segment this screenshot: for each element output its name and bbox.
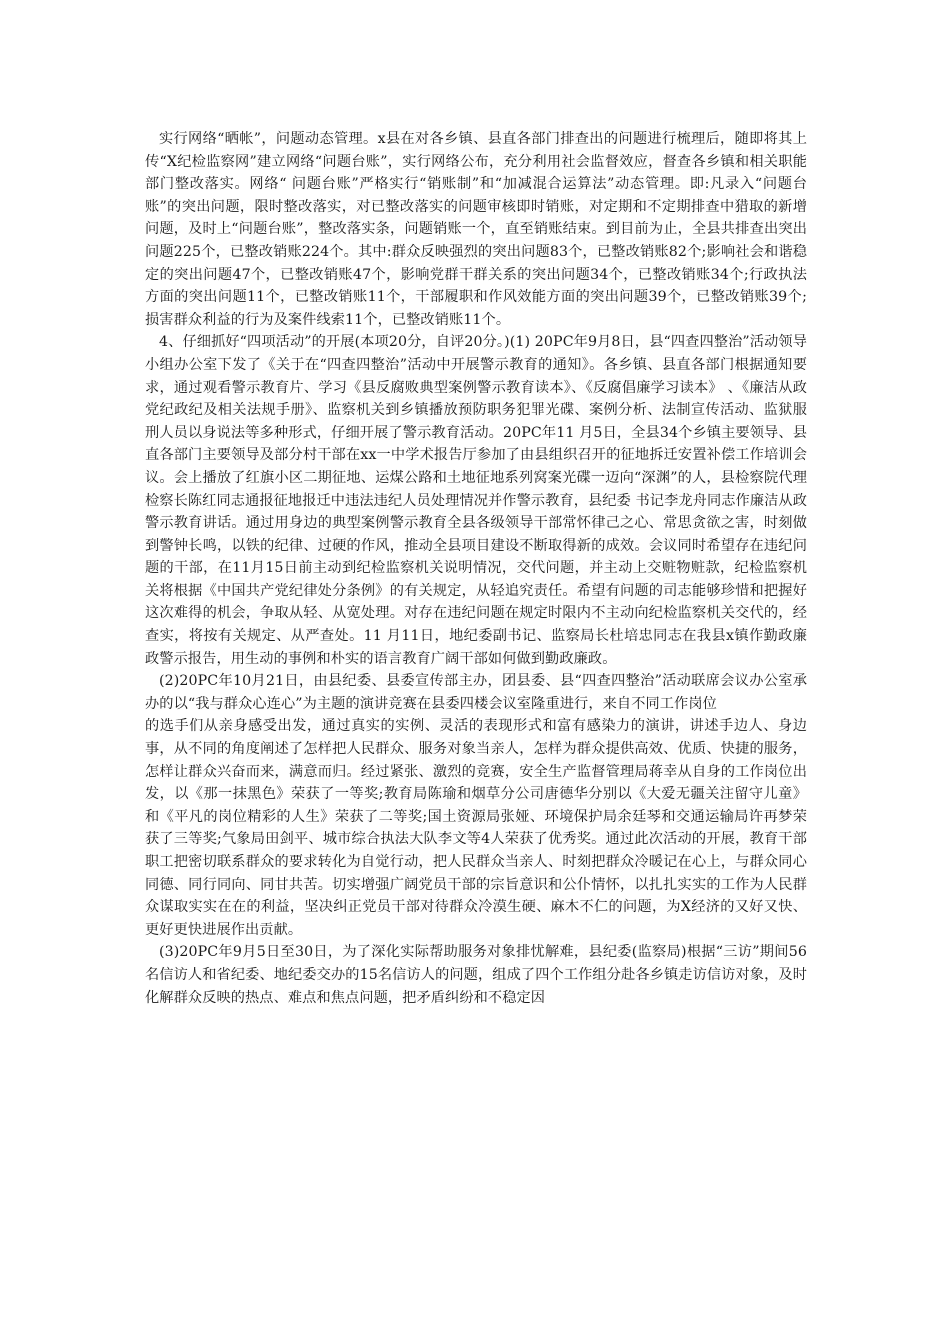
paragraph-speech-contest: (2)20PC年10月21日，由县纪委、县委宣传部主办，团县委、县“四查四整治”活动联席会议办公室承办的以“我与群众心连心”为主题的演讲竞赛在县委四楼会议室隆重进行，来自不同工作岗位 [145,673,807,712]
document-body [145,128,807,1009]
paragraph-online-ledger: 实行网络“晒帐”，问题动态管理。x县在对各乡镇、县直各部门排查出的问题进行梳理后，随即将其上传“X纪检监察网”建立网络“问题台账”，实行网络公布，充分利用社会监督效应，督查各乡镇和相关职能部门整改落实。网络“ 问题台账”严格实行“销账制”和“加减混合运算法”动态管理。即:凡录入“问题台账”的突出问题，限时整改落实，对已整改落实的问题审核即时销账，对定期和不定期排查中猎取的新增问题，及时上“问题台账”，整改落实条，问题销账一个，直至销账结束。到目前为止，全县共排查出突出问题225个，已整改销账224个。其中:群众反映强烈的突出问题83个，已整改销账82个;影响社会和谐稳定的突出问题47个，已整改销账47个，影响党群干群关系的突出问题34个，已整改销账34个;行政执法方面的突出问题11个，已整改销账11个，干部履职和作风效能方面的突出问题39个，已整改销账39个;损害群众利益的行为及案件线索11个，已整改销账11个。 [145,131,807,328]
paragraph-petition-visits: (3)20PC年9月5日至30日，为了深化实际帮助服务对象排忧解难，县纪委(监察局)根据“三访”期间56名信访人和省纪委、地纪委交办的15名信访人的问题，组成了四个工作组分赴各乡镇走访信访对象，及时化解群众反映的热点、难点和焦点问题，把矛盾纠纷和不稳定因 [145,944,807,1006]
paragraph-speech-contest-continued: 的选手们从亲身感受出发，通过真实的实例、灵活的表现形式和富有感染力的演讲，讲述手边人、身边事，从不同的角度阐述了怎样把人民群众、服务对象当亲人，怎样为群众提供高效、优质、快捷的服务，怎样让群众兴奋而来，满意而归。经过紧张、激烈的竞赛，安全生产监督管理局蒋幸从自身的工作岗位出发，以《那一抹黑色》荣获了一等奖;教育局陈瑜和烟草分公司唐德华分别以《大爱无疆关注留守儿童》和《平凡的岗位精彩的人生》荣获了二等奖;国土资源局张娅、环境保护局余廷琴和交通运输局许再梦荣获了三等奖;气象局田剑平、城市综合执法大队李文等4人荣获了优秀奖。通过此次活动的开展，教育干部职工把密切联系群众的要求转化为自觉行动，把人民群众当亲人、时刻把群众冷暖记在心上，与群众同心同德、同行同向、同甘共苦。切实增强广阔党员干部的宗旨意识和公仆情怀，以扎扎实实的工作为人民群众谋取实实在在的利益，坚决纠正党员干部对待群众冷漠生硬、麻木不仁的问题，为X经济的又好又快、更好更快进展作出贡献。 [145,718,807,938]
paragraph-four-activities: 4、仔细抓好“四项活动”的开展(本项20分，自评20分。)(1) 20PC年9月8日，县“四查四整治”活动领导小组办公室下发了《关于在“四查四整治”活动中开展警示教育的通知》。各乡镇、县直各部门根据通知要求，通过观看警示教育片、学习《县反腐败典型案例警示教育读本》、《反腐倡廉学习读本》 、《廉洁从政党纪政纪及相关法规手册》、监察机关到乡镇播放预防职务犯罪光碟、案例分析、法制宣传活动、监狱服刑人员以身说法等多种形式，仔细开展了警示教育活动。20PC年11 月5日，全县34个乡镇主要领导、县直各部门主要领导及部分村干部在xx一中学术报告厅参加了由县组织召开的征地拆迁安置补偿工作培训会议。会上播放了红旗小区二期征地、运煤公路和土地征地系列窝案光碟一迈向“深渊”的人，县检察院代理检察长陈红同志通报征地报迁中违法违纪人员处理情况并作警示教育，县纪委 书记李龙舟同志作廉洁从政警示教育讲话。通过用身边的典型案例警示教育全县各级领导干部常怀律己之心、常思贪欲之害，时刻做到警钟长鸣，以铁的纪律、过硬的作风，推动全县项目建设不断取得新的成效。会议同时希望存在违纪问题的干部，在11月15日前主动到纪检监察机关说明情况，交代问题，并主动上交赃物赃款，纪检监察机关将根据《中国共产党纪律处分条例》的有关规定，从轻追究责任。希望有问题的司志能够珍惜和把握好这次难得的机会，争取从轻、从宽处理。对存在违纪问题在规定时限内不主动向纪检监察机关交代的，经查实，将按有关规定、从严查处。11 月11日，地纪委副书记、监察局长杜培忠同志在我县x镇作勤政廉政警示报告，用生动的事例和朴实的语言教育广阔干部如何做到勤政廉政。 [145,334,807,667]
